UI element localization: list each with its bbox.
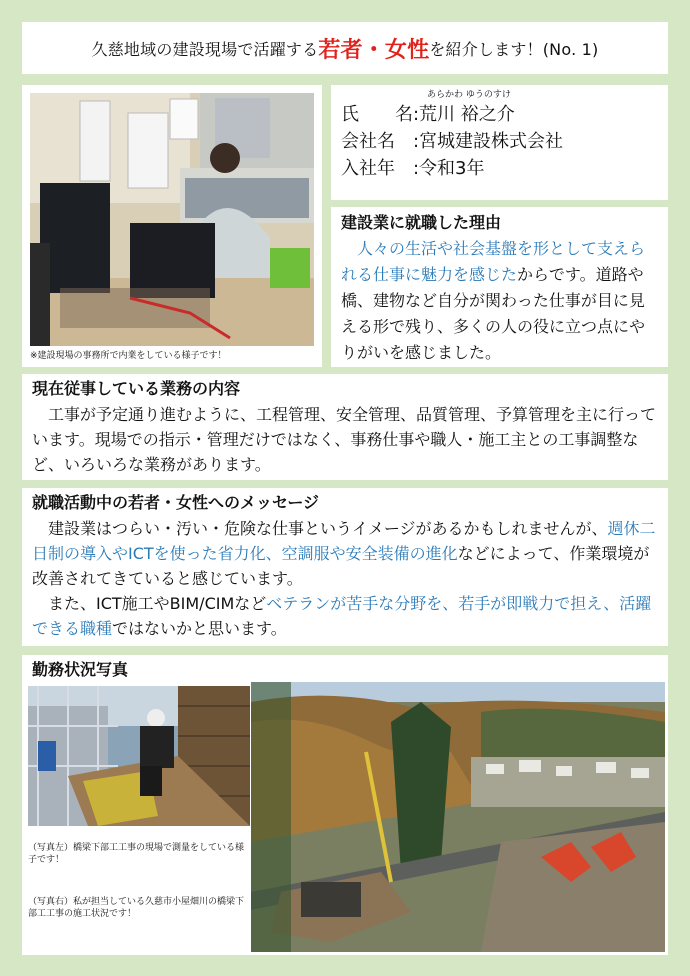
office-photo-panel [22, 85, 322, 367]
photos-heading: 勤務状況写真 [32, 660, 129, 679]
office-photo-caption: ※建設現場の事務所で内業をしている様子です！ [30, 351, 227, 361]
reason-section [331, 207, 668, 367]
name-value: 荒川 裕之介 [419, 104, 515, 125]
profile-row-company [341, 128, 658, 155]
work-photos-section [22, 655, 668, 955]
message-paragraph-2: また、ICT施工やBIM/CIMなどベテランが苦手な分野を、若手が即戦力で担え、活躍できる職種ではないかと思います。 [32, 594, 652, 638]
work-text: 工事が予定通り進むように、工程管理、安全管理、品質管理、予算管理を主に行っています。現場での指示・管理だけではなく、事務仕事や職人・施工主との工事調整など、いろいろな業務があります。 [32, 405, 657, 474]
work-heading: 現在従事している業務の内容 [32, 379, 241, 398]
colon: : [413, 104, 420, 125]
profile-card [331, 85, 668, 200]
site-aerial-photo [251, 682, 665, 952]
office-photo [30, 93, 314, 346]
name-furigana: あらかわ ゆうのすけ [427, 90, 511, 100]
colon: : [413, 131, 420, 152]
profile-row-joined [341, 155, 658, 182]
survey-photo [28, 686, 250, 826]
reason-text [341, 236, 658, 366]
message-highlight-1: 週休二日制の導入やICTを使った省力化、空調服や安全装備の進化 [32, 519, 656, 563]
message-highlight-2: ベテランが苦手な分野を、若手が即戦力で担え、活躍できる職種 [32, 594, 652, 638]
reason-highlight: 人々の生活や社会基盤を形として支えられる仕事に魅力を感じた [341, 239, 646, 284]
reason-heading: 建設業に就職した理由 [341, 213, 502, 232]
company-label: 会社名 [341, 131, 395, 152]
profile-row-name [341, 101, 658, 128]
message-paragraph-1: 建設業はつらい・汚い・危険な仕事というイメージがあるかもしれませんが、週休二日制の導入やICTを使った省力化、空調服や安全装備の進化などによって、作業環境が改善されてきていると感じています。 [32, 519, 656, 588]
name-label: 氏 名 [341, 104, 413, 125]
joined-value: 令和3年 [419, 158, 485, 179]
page-title [22, 22, 668, 74]
work-section [22, 374, 668, 480]
site-photo-caption: （写真右）私が担当している久慈市小屋畑川の橋梁下部工工事の施工状況です！ [28, 897, 245, 919]
message-heading: 就職活動中の若者・女性へのメッセージ [32, 493, 320, 512]
joined-label: 入社年 [341, 158, 395, 179]
title-highlight: 若者・女性 [318, 37, 430, 63]
company-value: 宮城建設株式会社 [419, 131, 563, 152]
colon: : [413, 158, 420, 179]
reason-rest: からです。道路や橋、建物など自分が関わった仕事が目に見える形で残り、多くの人の役に立つ点にやりがいを感じました。 [341, 265, 646, 362]
title-prefix: 久慈地域の建設現場で活躍する [91, 39, 319, 59]
message-text [32, 516, 658, 641]
message-section [22, 488, 668, 646]
title-suffix: を紹介します！(No. 1) [429, 39, 599, 59]
survey-photo-caption: （写真左）橋梁下部工工事の現場で測量をしている様子です！ [28, 843, 245, 865]
